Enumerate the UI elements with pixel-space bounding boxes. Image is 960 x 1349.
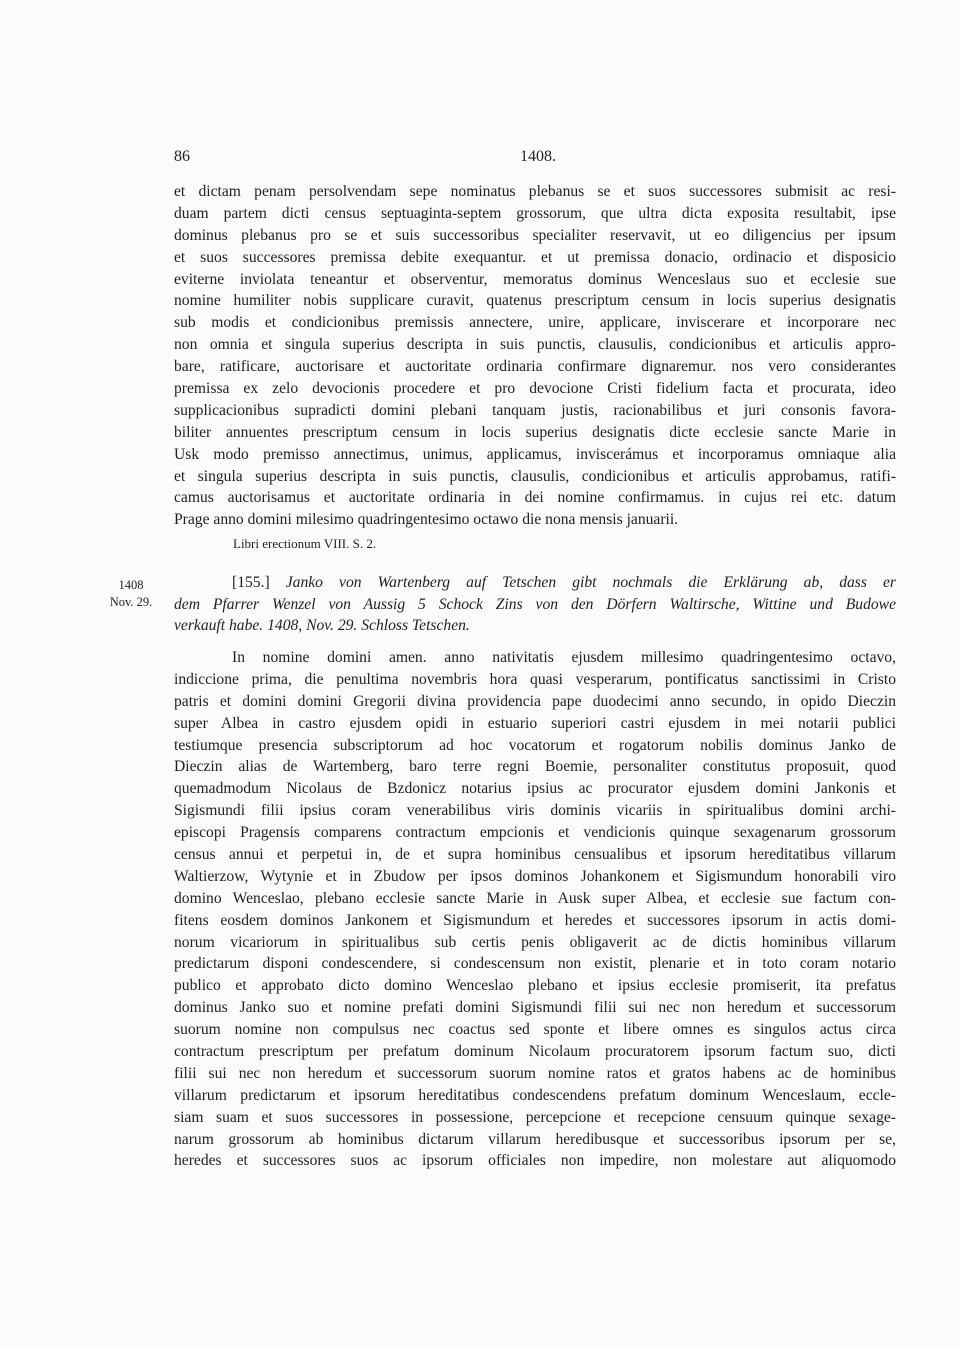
text-line: et suos successores premissa debite exequantur. et ut premissa donacio, ordinacio et disposicio bbox=[174, 248, 896, 266]
running-head-year: 1408. bbox=[520, 148, 556, 165]
margin-date-note bbox=[96, 577, 166, 611]
page-number: 86 bbox=[174, 148, 190, 165]
text-line: heredes et successores suos ac ipsorum officiales non impedire, non molestare aut aliquomodo bbox=[174, 1152, 896, 1170]
regest-line bbox=[174, 572, 896, 594]
text-line: norum vicariorum in spiritualibus sub certis penis obligaverit ac de dictis hominibus villarum bbox=[174, 933, 896, 951]
text-line: et dictam penam persolvendam sepe nominatus plebanus se et suos successores submisit ac resi- bbox=[174, 183, 896, 200]
text-line: duam partem dicti census septuaginta-septem grossorum, que ultra dicta exposita resultabit, ipse bbox=[174, 204, 896, 222]
margin-year: 1408 bbox=[118, 578, 144, 592]
text-line: biliter annuentes prescriptum censum in locis superius designatis dicte ecclesie sancte Marie in bbox=[174, 423, 896, 441]
text-line: dominus Janko suo et nomine prefati domini Sigismundi filii sui nec non heredum et successorum bbox=[174, 999, 896, 1017]
text-line: filii sui nec non heredum et successorum suorum nomine ratos et gratos habens ac de hominibus bbox=[174, 1064, 896, 1082]
source-citation: Libri erectionum VIII. S. 2. bbox=[233, 536, 377, 551]
regest-line: verkauft habe. 1408, Nov. 29. Schloss Tetschen. bbox=[174, 617, 470, 634]
text-line: fitens eosdem dominos Jankonem et Sigismundum et heredes et successores ipsorum in actis domi- bbox=[174, 911, 896, 929]
text-line: Waltierzow, Wytynie et in Zbudow per ipsos dominos Johankonem et Sigismundum honorabili viro bbox=[174, 867, 896, 885]
text-line: super Albea in castro ejusdem opidi in estuario superiori castri ejusdem in mei notarii publici bbox=[174, 714, 896, 732]
text-line: census annui et perpetui in, de et supra hominibus censualibus et ipsorum hereditatibus villarum bbox=[174, 846, 896, 864]
page-header bbox=[174, 148, 896, 174]
charter-continuation-text bbox=[174, 181, 896, 531]
text-line: quemadmodum Nicolaus de Bzdonicz notarius ipsius ac procurator ejusdem domini Jankonis et bbox=[174, 780, 896, 798]
text-line: contractum prescriptum per prefatum dominum Nicolaum procuratorem ipsorum factum suo, dicti bbox=[174, 1043, 896, 1061]
text-line: eviterne inviolata teneantur et observentur, memoratus dominus Wenceslaus suo et ecclesie sue bbox=[174, 270, 896, 288]
text-line: siam suam et suos successores in possessione, percepcione et recepcione censuum quinque sexage- bbox=[174, 1108, 896, 1126]
text-line: predictarum disponi condescendere, si condescensum non existit, plenarie et in toto coram notario bbox=[174, 955, 896, 973]
text-line: episcopi Pragensis comparens contractum empcionis et vendicionis quinque sexagenarum grossorum bbox=[174, 824, 896, 842]
text-line: Usk modo premisso annectimus, unimus, applicamus, inviscerámus et incorporamus omniaque alia bbox=[174, 445, 896, 463]
document-number: [155.] bbox=[232, 574, 270, 591]
regest-summary bbox=[174, 572, 896, 637]
text-line: indiccione prima, die penultima novembris hora quasi vesperarum, pontificatus sanctissimi in Cristo bbox=[174, 670, 896, 688]
text-line: Sigismundi filii ipsius coram venerabilibus viris dominis vicariis in spiritualibus domini archi- bbox=[174, 802, 896, 820]
text-line: patris et domini domini Gregorii divina providencia pape duodecimi anno secundo, in opido Dieczin bbox=[174, 692, 896, 710]
text-line: sub modis et condicionibus premissis annectere, unire, applicare, inviscerare et incorporare nec bbox=[174, 314, 896, 332]
text-line: et singula superius descripta in suis punctis, clausulis, condicionibus et articulis approbamus, ratifi- bbox=[174, 467, 896, 485]
text-line: dominus plebanus pro se et suis successoribus specialiter reservavit, ut eo diligencius per ipsum bbox=[174, 226, 896, 244]
text-line: Prage anno domini milesimo quadringentesimo octawo die nona mensis januarii. bbox=[174, 511, 679, 529]
text-line: publico et approbato dicto domino Wenceslao plebano et ipsius ecclesie promiserit, ita prefatus bbox=[174, 977, 896, 995]
regest-text: Janko von Wartenberg auf Tetschen gibt nochmals die Erklärung ab, dass er bbox=[285, 574, 896, 591]
text-line: Dieczin alias de Wartemberg, baro terre regni Boemie, personaliter constitutus proposuit, quod bbox=[174, 758, 896, 776]
margin-date: Nov. 29. bbox=[109, 595, 153, 609]
text-line: testiumque presencia subscriptorum ad hoc vocatorum et rogatorum nobilis dominus Janko de bbox=[174, 736, 896, 754]
text-line: premissa ex zelo devocionis procedere et pro devocione Cristi fidelium facta et procurata, ideo bbox=[174, 380, 896, 398]
text-line: In nomine domini amen. anno nativitatis ejusdem millesimo quadringentesimo octavo, bbox=[232, 649, 896, 666]
regest-line: dem Pfarrer Wenzel von Aussig 5 Schock Zins von den Dörfern Waltirsche, Wittine und Budowe bbox=[174, 595, 896, 613]
text-line: narum grossorum ab hominibus dictarum villarum heredibusque et successoribus ipsorum per se, bbox=[174, 1130, 896, 1148]
text-line: nomine humiliter nobis supplicare curavit, quatenus prescriptum censum in locis superius designatis bbox=[174, 292, 896, 310]
text-line: domino Wenceslao, plebano ecclesie sancte Marie in Ausk super Albea, et ecclesie sue factum con- bbox=[174, 889, 896, 907]
text-line: camus auctorisamus et auctoritate ordinaria in dei nomine confirmamus. in cujus rei etc. datum bbox=[174, 489, 896, 507]
text-line: supplicacionibus supradicti domini plebani tanquam justis, racionabilibus et juri consonis favora- bbox=[174, 401, 896, 419]
text-line: villarum predictarum et ipsorum hereditatibus condescendens prefatum dominum Wenceslaum, eccle- bbox=[174, 1086, 896, 1104]
charter-main-text bbox=[174, 647, 896, 1172]
text-line: non omnia et singula superius descripta in suis punctis, clausulis, condicionibus et articulis appro- bbox=[174, 336, 896, 354]
text-line: bare, ratificare, auctorisare et auctoritate ordinaria confirmare dignaremur. nos vero considerantes bbox=[174, 358, 896, 376]
text-line: suorum nomine non compulsus nec coactus sed sponte et libere omnes es singulos actus circa bbox=[174, 1021, 896, 1039]
